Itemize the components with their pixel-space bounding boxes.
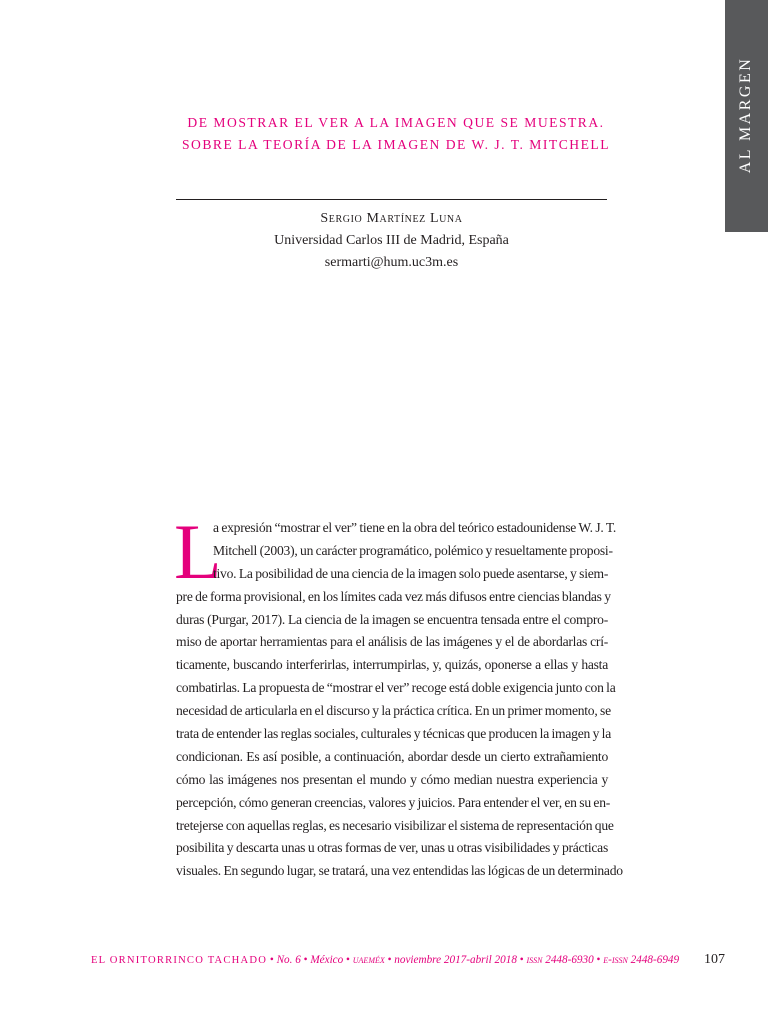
author-email: sermarti@hum.uc3m.es — [324, 255, 459, 270]
footer-separator: • — [384, 954, 395, 966]
body-text — [174, 508, 623, 883]
footer-issn: issn 2448-6930 — [526, 954, 594, 966]
article-title — [170, 112, 622, 156]
body-line: posibilita y descarta unas u otras formas de ver, unas u otras visibilidades y prácticas — [176, 840, 608, 856]
body-line: percepción, cómo generan creencias, valores y juicios. Para entender el ver, en su en- — [176, 794, 611, 810]
article-title-line-1: DE MOSTRAR EL VER A LA IMAGEN QUE SE MUESTRA. — [187, 115, 605, 130]
body-line: tretejerse con aquellas reglas, es necesario visibilizar el sistema de representación que — [176, 817, 614, 833]
body-line: combatirlas. La propuesta de “mostrar el ver” recoge está doble exigencia junto con la — [176, 680, 616, 696]
footer-separator: • — [516, 954, 527, 966]
drop-cap: L — [174, 508, 222, 595]
section-tab — [725, 0, 768, 232]
author-name: Sergio Martínez Luna — [320, 211, 463, 226]
footer-number: No. 6 — [276, 954, 301, 966]
body-line: necesidad de articularla en el discurso y la práctica crítica. En un primer momento, se — [176, 703, 611, 719]
body-line: Mitchell (2003), un carácter programático, polémico y resueltamente proposi- — [213, 542, 613, 558]
footer-separator: • — [267, 954, 277, 966]
body-line: miso de aportar herramientas para el análisis de las imágenes y el de abordarlas crí- — [176, 634, 608, 650]
body-line: pre de forma provisional, en los límites cada vez más difusos entre ciencias blandas y — [176, 588, 611, 604]
footer-separator: • — [300, 954, 311, 966]
body-line: a expresión “mostrar el ver” tiene en la obra del teórico estadounidense W. J. T. — [213, 520, 617, 535]
body-line: ticamente, buscando interferirlas, interrumpirlas, y, quizás, oponerse a ellas y hasta — [176, 657, 608, 673]
running-footer — [91, 954, 697, 966]
page-number: 107 — [704, 952, 725, 967]
footer-period: noviembre 2017-abril 2018 — [394, 954, 517, 966]
title-divider — [176, 199, 607, 200]
footer-journal: EL ORNITORRINCO TACHADO — [91, 955, 268, 966]
author-affiliation: Universidad Carlos III de Madrid, España — [274, 233, 509, 248]
body-line: duras (Purgar, 2017). La ciencia de la imagen se encuentra tensada entre el compro- — [176, 611, 608, 627]
article-title-line-2: SOBRE LA TEORÍA DE LA IMAGEN DE W. J. T. MITCHELL — [181, 137, 611, 152]
body-line: tivo. La posibilidad de una ciencia de la imagen solo puede asentarse, y siem- — [213, 565, 609, 581]
body-line: trata de entender las reglas sociales, culturales y técnicas que producen la imagen y la — [176, 726, 611, 742]
footer-place: México — [310, 954, 344, 966]
footer-eissn: e-issn 2448-6949 — [603, 954, 680, 966]
body-line: cómo las imágenes nos presentan el mundo y cómo median nuestra experiencia y — [176, 771, 608, 787]
footer-publisher: uaeméx — [352, 954, 385, 966]
body-line: condicionan. Es así posible, a continuación, abordar desde un cierto extrañamiento — [176, 748, 608, 764]
footer-separator: • — [593, 954, 604, 966]
section-tab-label: AL MARGEN — [737, 56, 754, 174]
body-line: visuales. En segundo lugar, se tratará, una vez entendidas las lógicas de un determinado — [176, 863, 623, 879]
author-block — [176, 208, 607, 274]
footer-separator: • — [343, 954, 353, 966]
